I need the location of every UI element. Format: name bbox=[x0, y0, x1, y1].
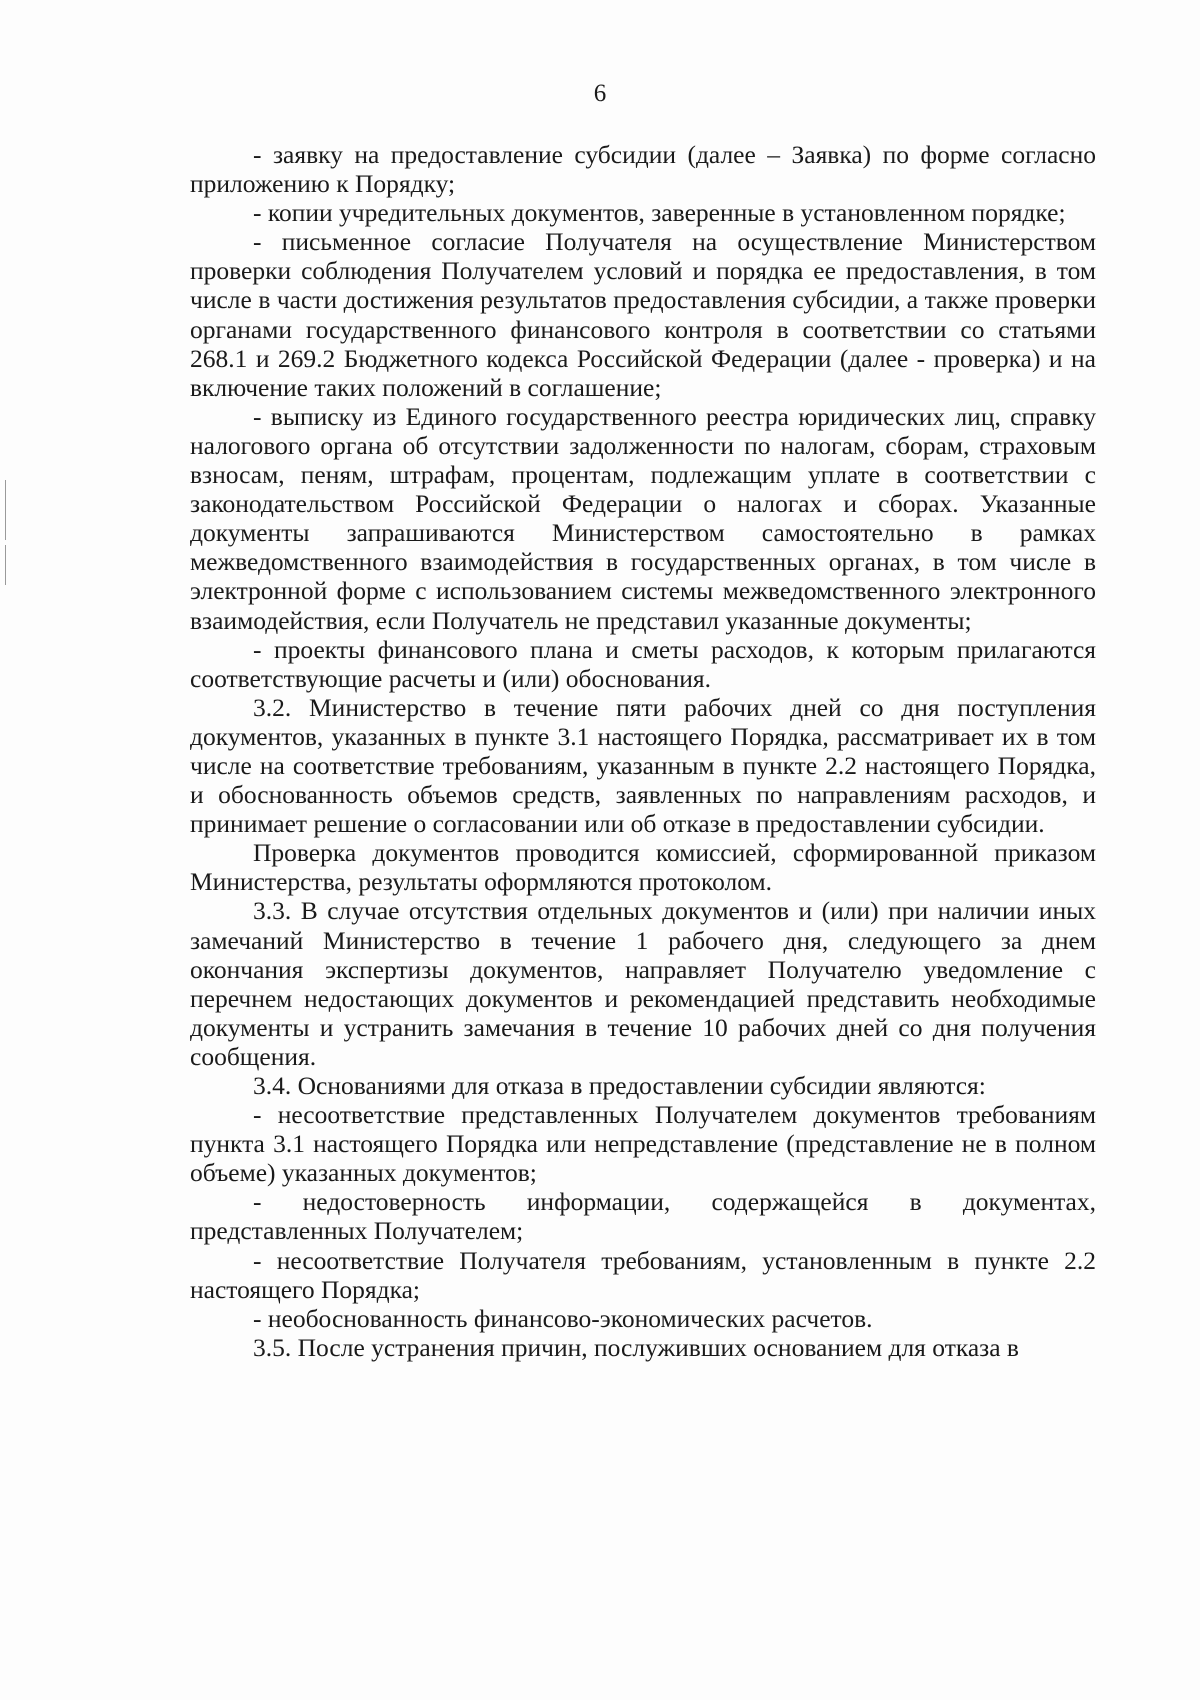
paragraph: - несоответствие представленных Получателем документов требованиям пункта 3.1 настоящего Порядка или непредставление (представление не в полном объеме) указанных документов; bbox=[190, 1100, 1096, 1188]
scan-artifact bbox=[5, 480, 6, 540]
paragraph: - проекты финансового плана и сметы расходов, к которым прилагаются соответствующие расчеты и (или) обоснования. bbox=[190, 634, 1096, 693]
paragraph: - копии учредительных документов, заверенные в установленном порядке; bbox=[253, 198, 1066, 228]
paragraph: 3.2. Министерство в течение пяти рабочих дней со дня поступления документов, указанных в пункте 3.1 настоящего Порядка, рассматривает их в том числе на соответствие требованиям, указанным в пункте 2.2 настоящего Порядка, и обоснованность объемов средств, заявленных по направлениям расходов, и принимает решение о согласовании или об отказе в предоставлении субсидии. bbox=[190, 692, 1096, 839]
paragraph: - письменное согласие Получателя на осуществление Министерством проверки соблюдения Получателем условий и порядка ее предоставления, в том числе в части достижения результатов предоставления субсидии, а также проверки органами государственного финансового контроля в соответствии со статьями 268.1 и 269.2 Бюджетного кодекса Российской Федерации (далее - проверка) и на включение таких положений в соглашение; bbox=[190, 227, 1096, 402]
paragraph: - выписку из Единого государственного реестра юридических лиц, справку налогового органа об отсутствии задолженности по налогам, сборам, страховым взносам, пеням, штрафам, процентам, подлежащим уплате в соответствии с законодательством Российской Федерации о налогах и сборах. Указанные документы запрашиваются Министерством самостоятельно в рамках межведомственного взаимодействия в государственных органах, в том числе в электронной форме с использованием системы межведомственного электронного взаимодействия, если Получатель не представил указанные документы; bbox=[190, 401, 1096, 635]
paragraph: - недостоверность информации, содержащейся в документах, представленных Получателем; bbox=[190, 1187, 1096, 1246]
paragraph: 3.4. Основаниями для отказа в предоставлении субсидии являются: bbox=[253, 1071, 986, 1100]
paragraph: - несоответствие Получателя требованиям, установленным в пункте 2.2 настоящего Порядка; bbox=[190, 1245, 1096, 1304]
paragraph: - заявку на предоставление субсидии (далее – Заявка) по форме согласно приложению к Порядку; bbox=[190, 140, 1096, 199]
document-body bbox=[190, 140, 1096, 1362]
paragraph: 3.5. После устранения причин, послуживших основанием для отказа в bbox=[253, 1332, 1019, 1362]
scan-artifact bbox=[5, 545, 6, 585]
paragraph: - необоснованность финансово-экономических расчетов. bbox=[253, 1303, 873, 1333]
page-number: 6 bbox=[593, 80, 607, 107]
paragraph: 3.3. В случае отсутствия отдельных документов и (или) при наличии иных замечаний Министерство в течение 1 рабочего дня, следующего за днем окончания экспертизы документов, направляет Получателю уведомление с перечнем недостающих документов и рекомендацией представить необходимые документы и устранить замечания в течение 10 рабочих дней со дня получения сообщения. bbox=[190, 896, 1096, 1071]
paragraph: Проверка документов проводится комиссией, сформированной приказом Министерства, результаты оформляются протоколом. bbox=[190, 838, 1096, 897]
